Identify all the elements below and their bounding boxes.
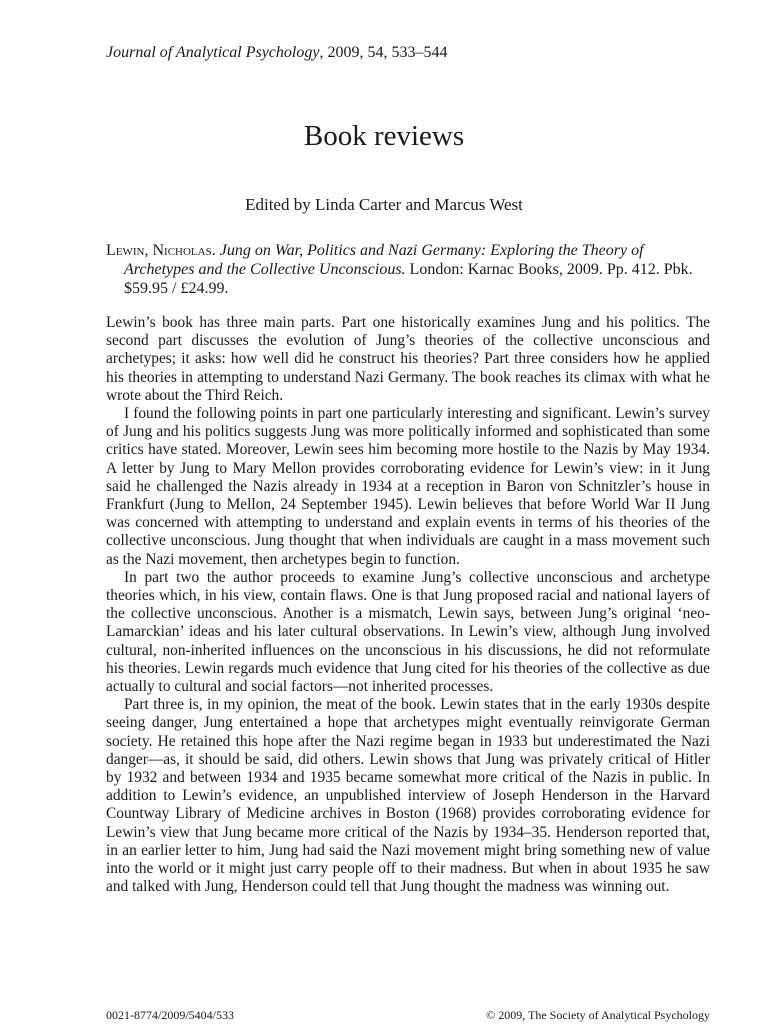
review-body [106,314,710,897]
paragraph: Lewin’s book has three main parts. Part one historically examines Jung and his politics. The second part discusses the evolution of Jung’s theories of the collective unconscious and archetypes; it asks: how well did he construct his theories? Part three considers how he applied his theories in attempting to understand Nazi Germany. The book reaches its climax with what he wrote about the Third Reich. [106,314,710,404]
footer-issn: 0021-8774/2009/5404/533 [106,1008,234,1022]
journal-details: , 2009, 54, 533–544 [319,44,448,61]
footer-copyright: © 2009, The Society of Analytical Psychology [486,1008,710,1022]
citation-book-title: Jung on War, Politics and Nazi Germany: Exploring the Theory of Archetypes and the Collective Unconscious. [124,242,644,278]
paragraph: Part three is, in my opinion, the meat of the book. Lewin states that in the early 1930s despite seeing danger, Jung entertained a hope that archetypes might eventually reinvigorate German society. He retained this hope after the Nazi regime began in 1933 but underestimated the Nazi danger—as, it should be said, did others. Lewin shows that Jung was privately critical of Hitler by 1932 and between 1934 and 1935 became somewhat more critical of the Nazis in public. In addition to Lewin’s evidence, an unpublished interview of Joseph Henderson in the Harvard Countway Library of Medicine archives in Boston (1968) provides corroborating evidence for Lewin’s view that Jung became more critical of the Nazis by 1934–35. Henderson reported that, in an earlier letter to him, Jung had said the Nazi movement might bring something new of value into the world or it might just carry people off to their madness. But when in about 1935 he saw and talked with Jung, Henderson could tell that Jung thought the madness was winning out. [106,696,710,896]
journal-header [106,44,447,62]
paragraph: I found the following points in part one particularly interesting and significant. Lewin’s survey of Jung and his politics suggests Jung was more politically informed and sophisticated than some critics have stated. Moreover, Lewin sees him becoming more hostile to the Nazis by May 1934. A letter by Jung to Mary Mellon provides corroborating evidence for Lewin’s view: in it Jung said he challenged the Nazis already in 1934 at a reception in Baron von Schnitzler’s house in Frankfurt (Jung to Mellon, 24 September 1945). Lewin believes that before World War II Jung was concerned with attempting to understand and explain events in terms of his theories of the collective unconscious. Jung thought that when individuals are caught in a mass movement such as the Nazi movement, then archetypes begin to function. [106,405,710,568]
book-citation [106,241,710,298]
citation-author: Lewin, Nicholas. [106,242,216,259]
paragraph: In part two the author proceeds to examine Jung’s collective unconscious and archetype theories which, in his view, contain flaws. One is that Jung proposed racial and national layers of the collective unconscious. Another is a mismatch, Lewin says, between Jung’s original ‘neo-Lamarckian’ ideas and his later cultural observations. In Lewin’s view, although Jung involved cultural, non-inherited influences on the unconscious in his discussions, he did not reformulate his theories. Lewin regards much evidence that Jung cited for his theories of the collective as due actually to cultural and social factors—not inherited processes. [106,568,710,696]
editors-line: Edited by Linda Carter and Marcus West [245,195,523,214]
citation-publication: London: Karnac Books, 2009. Pp. 412. Pbk. $59.95 / £24.99. [124,261,693,297]
journal-name: Journal of Analytical Psychology [106,44,320,61]
page-title: Book reviews [303,120,465,152]
